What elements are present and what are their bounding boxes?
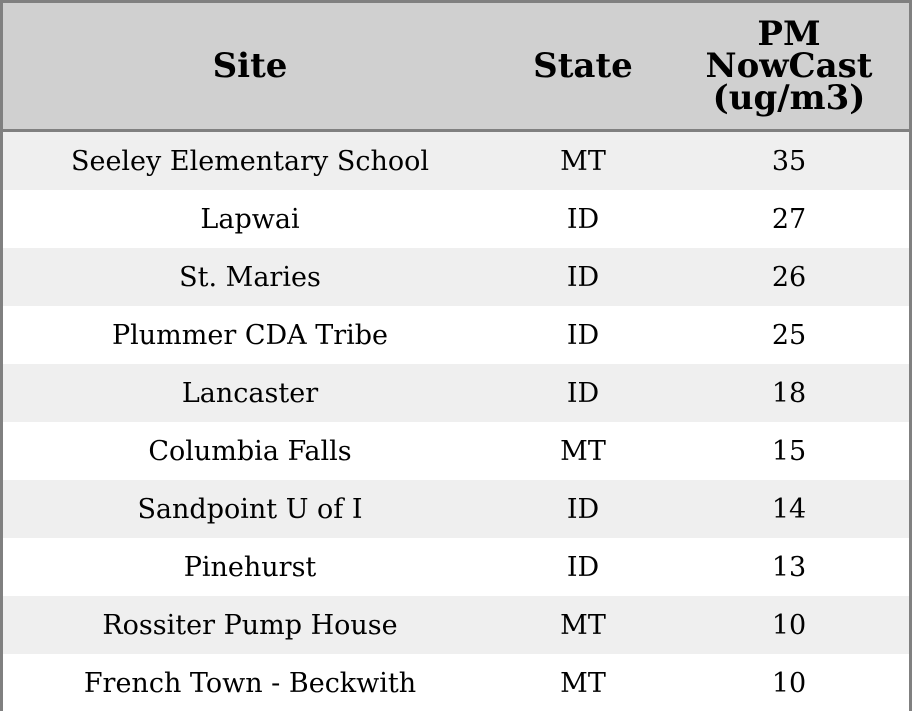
pm-value-cell: 26 — [771, 261, 807, 293]
pm-value-cell: 10 — [771, 667, 807, 699]
column-header-pm-nowcast-label: PM NowCast (ug/m3) — [705, 14, 873, 118]
state-cell: ID — [566, 261, 600, 293]
state-cell: ID — [566, 319, 600, 351]
table-row — [3, 306, 909, 364]
state-cell: ID — [566, 203, 600, 235]
table-row — [3, 538, 909, 596]
table-row — [3, 364, 909, 422]
column-header-pm-nowcast — [669, 3, 909, 129]
site-cell: St. Maries — [179, 261, 321, 293]
table-row — [3, 132, 909, 190]
column-header-state — [497, 3, 669, 129]
table-row — [3, 422, 909, 480]
pm-value-cell: 15 — [771, 435, 807, 467]
table-body — [3, 132, 909, 712]
pm-value-cell: 25 — [771, 319, 807, 351]
table-row — [3, 654, 909, 712]
table-row — [3, 480, 909, 538]
site-cell: Plummer CDA Tribe — [111, 319, 389, 351]
table-row — [3, 190, 909, 248]
state-cell: MT — [560, 609, 606, 641]
state-cell: ID — [566, 493, 600, 525]
site-cell: French Town - Beckwith — [83, 667, 417, 699]
pm-value-cell: 27 — [771, 203, 807, 235]
table-row — [3, 596, 909, 654]
pm-value-cell: 10 — [771, 609, 807, 641]
table-header — [3, 3, 909, 132]
state-cell: ID — [566, 377, 600, 409]
table-row — [3, 248, 909, 306]
site-cell: Sandpoint U of I — [137, 493, 363, 525]
state-cell: ID — [566, 551, 600, 583]
state-cell: MT — [560, 667, 606, 699]
site-cell: Lapwai — [200, 203, 300, 235]
pm-value-cell: 18 — [771, 377, 807, 409]
column-header-site — [3, 3, 497, 129]
pm-value-cell: 35 — [771, 145, 807, 177]
state-cell: MT — [560, 145, 606, 177]
pm-value-cell: 14 — [771, 493, 807, 525]
site-cell: Seeley Elementary School — [70, 145, 430, 177]
site-cell: Lancaster — [181, 377, 319, 409]
state-cell: MT — [560, 435, 606, 467]
column-header-site-label: Site — [212, 46, 288, 86]
column-header-state-label: State — [533, 46, 633, 86]
site-cell: Rossiter Pump House — [102, 609, 398, 641]
site-cell: Pinehurst — [183, 551, 317, 583]
site-cell: Columbia Falls — [148, 435, 352, 467]
pm-value-cell: 13 — [771, 551, 807, 583]
